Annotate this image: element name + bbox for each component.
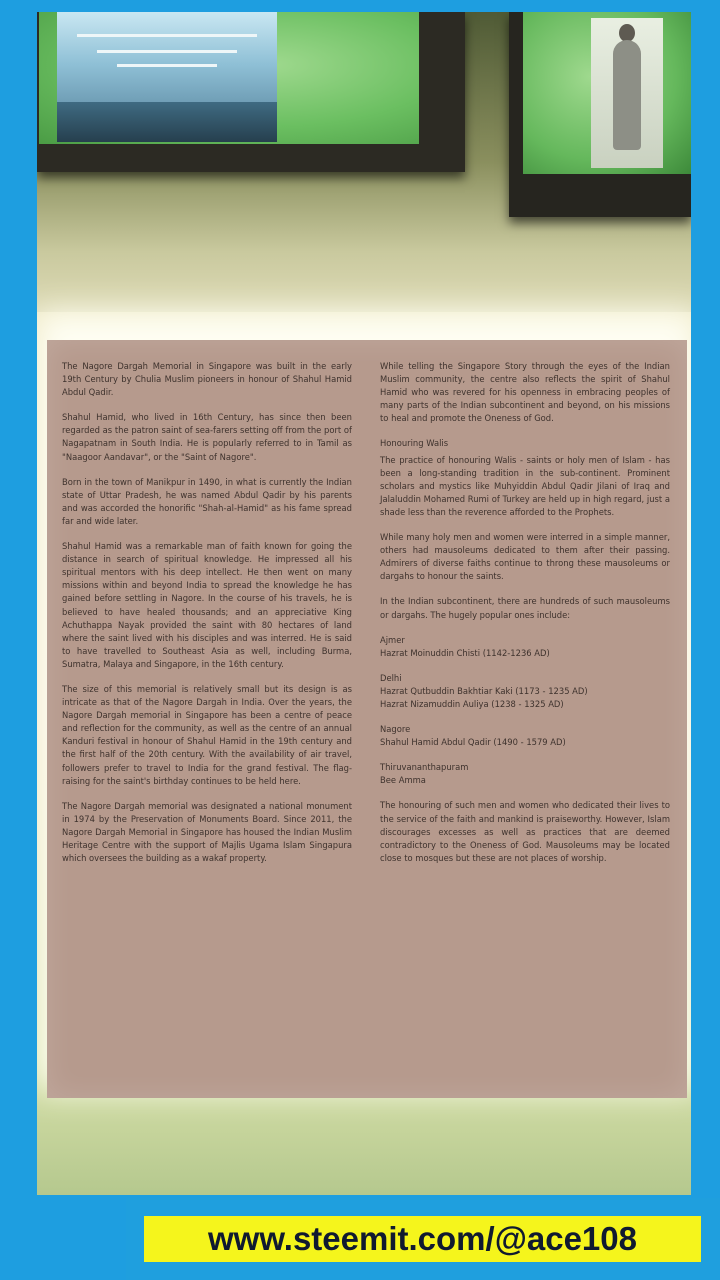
saint-name: Hazrat Moinuddin Chisti (1142-1236 AD) (380, 647, 550, 658)
framed-photo-ship-deck (37, 12, 465, 172)
closing-paragraph: The honouring of such men and women who dedicated their lives to the service of the faith and mankind is praiseworthy. However, Islam discourages excesses as well as practices that are deemed contradictory to the Oneness of God. Mausoleums may be located close to mosques but these are not places of worship. (380, 800, 670, 863)
paragraph: Born in the town of Manikpur in 1490, in what is currently the Indian state of Uttar Pradesh, he was named Abdul Qadir by his parents and was accorded the honorific "Shah-al-Hamid" as his fame spread far and wide later. (62, 476, 352, 526)
ship-deck-image (57, 12, 277, 142)
paragraph: The Nagore Dargah Memorial in Singapore was built in the early 19th Century by Chulia Muslim pioneers in honour of Shahul Hamid Abdul Qadir. (62, 361, 352, 398)
watermark-text: www.steemit.com/@ace108 (144, 1216, 701, 1262)
paragraph: The Nagore Dargah memorial was designated a national monument in 1974 by the Preservation of Monuments Board. Since 2011, the Nagore Dargah Memorial in Singapore has housed the Indian Muslim Heritage Centre with the support of Majlis Ugama Islam Singapura which oversees the building as a wakaf property. (62, 800, 352, 864)
paragraph: The size of this memorial is relatively small but its design is as intricate as that of the Nagore Dargah in India. Over the years, the Nagore Dargah memorial in Singapore has been a centre of peace and reflection for the community, as well as the centre of an annual Kanduri festival in honour of Shahul Hamid in the 19th century and the first half of the 20th century. With the availability of air travel, followers prefer to travel to India for the grand festival. The flag-raising for the saint's birthday continues to be held here. (62, 683, 352, 786)
intro-paragraph: While telling the Singapore Story through the eyes of the Indian Muslim community, the centre also reflects the spirit of Shahul Hamid who was revered for his openness in embracing peoples of many parts of the Indian subcontinent and beyond, on his missions to heal and promote the Oneness of God. (380, 361, 670, 424)
section-heading: Honouring Walis (380, 438, 449, 449)
left-column (62, 360, 352, 877)
framed-photo-portrait (509, 12, 691, 217)
right-column (380, 360, 670, 877)
portrait-image (591, 18, 663, 168)
saint-name: Hazrat Nizamuddin Auliya (1238 - 1325 AD) (380, 698, 564, 709)
museum-photo (37, 12, 691, 1195)
watermark-banner (126, 1198, 720, 1280)
place-name: Ajmer (380, 634, 405, 645)
paragraph: The practice of honouring Walis - saints or holy men of Islam - has been a long-standing tradition in the sub-continent. Prominent scholars and mystics like Muhyiddin Abdul Qadir Jilani of Iraq and Jalaluddin Mohamed Rumi of Turkey are held up in high regard, just a shade less than the reverence afforded to the Prophets. (380, 454, 670, 517)
place-name: Nagore (380, 724, 411, 735)
saint-name: Shahul Hamid Abdul Qadir (1490 - 1579 AD) (380, 737, 566, 748)
place-group (380, 634, 670, 660)
paragraph: Shahul Hamid, who lived in 16th Century, has since then been regarded as the patron saint of sea-farers setting off from the port of Nagapatnam in South India. He is popularly referred to in Tamil as "Naagoor Aandavar", or the "Saint of Nagore". (62, 412, 352, 462)
paragraph: In the Indian subcontinent, there are hundreds of such mausoleums or dargahs. The hugely popular ones include: (380, 596, 670, 620)
paragraph: Shahul Hamid was a remarkable man of faith known for going the distance in search of spiritual knowledge. He impressed all his spiritual mentors with his deep intellect. He then went on many missions within and beyond India to spread the knowledge he has gained before settling in Nagore. In the course of his travels, he is believed to have healed thousands; and an appreciative King Achuthappa Nayak provided the saint with 80 hectares of land where the saint lived with his disciples and was interred. He is said to have travelled to Southeast Asia as well, including Burma, Sumatra, Malaya and Singapore, in the 16th century. (62, 541, 352, 669)
paragraph: While many holy men and women were interred in a simple manner, others had mausoleums dedicated to them after their passing. Admirers of diverse faiths continue to throng these mausoleums or dargahs to honour the saints. (380, 532, 670, 582)
place-group (380, 672, 670, 711)
saint-name: Bee Amma (380, 775, 426, 786)
place-group (380, 761, 670, 787)
place-name: Delhi (380, 672, 402, 683)
saint-name: Hazrat Qutbuddin Bakhtiar Kaki (1173 - 1235 AD) (380, 685, 588, 696)
place-name: Thiruvananthapuram (380, 762, 469, 773)
exhibit-text-panel (47, 340, 687, 1098)
place-group (380, 723, 670, 749)
